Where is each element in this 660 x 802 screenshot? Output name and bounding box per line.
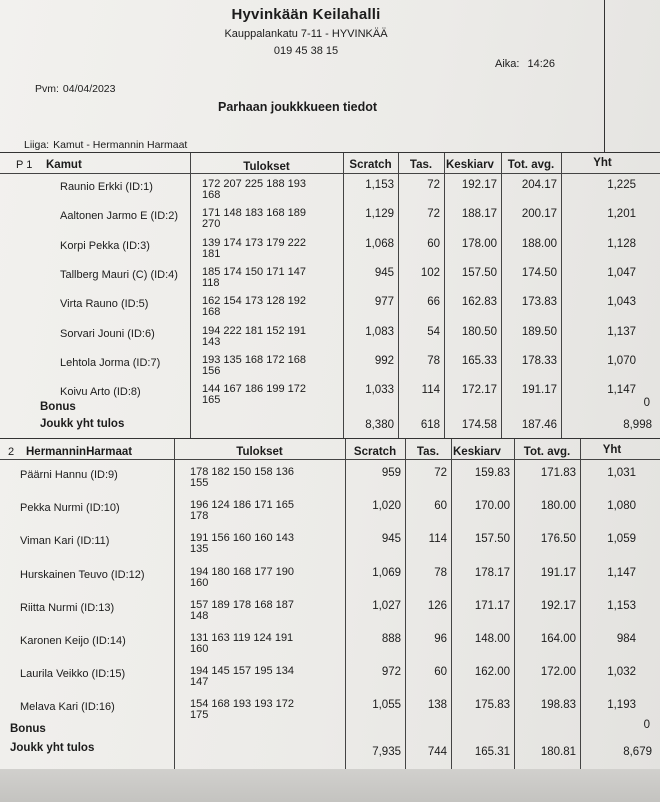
player-total-average: 171.83 <box>540 467 576 479</box>
header-divider <box>0 459 660 460</box>
player-scratch: 945 <box>374 266 394 279</box>
player-handicap: 78 <box>434 566 447 579</box>
extra-game-score: 168 <box>202 189 221 201</box>
player-name: Karonen Keijo (ID:14) <box>20 635 126 647</box>
player-total-average: 178.33 <box>521 354 557 367</box>
player-total-average: 191.17 <box>521 384 557 397</box>
player-total-average: 189.50 <box>521 325 557 338</box>
player-total-average: 172.00 <box>540 666 576 679</box>
player-scores <box>202 384 306 406</box>
col-header-yht: Yht <box>602 444 622 456</box>
time-value: 14:26 <box>527 58 555 70</box>
player-average: 178.17 <box>474 566 510 579</box>
header-divider <box>0 173 660 174</box>
player-total: 1,080 <box>607 500 636 513</box>
date-value: 04/04/2023 <box>62 83 116 95</box>
extra-game-score: 148 <box>190 609 209 622</box>
column-divider <box>174 439 175 770</box>
col-header-tas: Tas. <box>409 159 433 171</box>
game-scores: 144 167 186 199 172 <box>202 383 306 396</box>
player-total: 1,193 <box>607 699 636 712</box>
player-total: 1,031 <box>607 467 636 479</box>
team-name: HermanninHarmaat <box>26 446 133 458</box>
player-average: 192.17 <box>461 179 497 191</box>
player-average: 171.17 <box>474 599 510 612</box>
player-scratch: 1,033 <box>365 384 394 397</box>
player-total-average: 192.17 <box>540 599 576 612</box>
player-total-average: 164.00 <box>540 633 576 645</box>
player-scratch: 1,027 <box>372 599 401 612</box>
player-scratch: 977 <box>374 296 394 309</box>
player-total: 1,059 <box>607 533 636 546</box>
col-header-keskiarvo: Keskiarv <box>446 159 494 171</box>
report-title: Parhaan joukkkueen tiedot <box>218 100 378 114</box>
sheet-header <box>6 0 605 153</box>
bonus-value: 0 <box>643 397 650 409</box>
player-handicap: 72 <box>427 208 440 221</box>
game-scores: 185 174 150 171 147 <box>202 265 306 278</box>
league-label: Liiga: <box>24 139 50 151</box>
game-scores: 191 156 160 160 143 <box>190 532 294 545</box>
player-total: 1,070 <box>607 354 636 367</box>
player-scores <box>190 699 294 721</box>
player-total-average: 180.00 <box>540 500 576 513</box>
player-scratch: 972 <box>381 666 401 679</box>
player-handicap: 78 <box>427 354 440 367</box>
col-header-tas: Tas. <box>416 446 440 458</box>
player-name: Lehtola Jorma (ID:7) <box>60 356 161 369</box>
player-scores <box>190 533 294 555</box>
col-header-tot-avg: Tot. avg. <box>507 159 555 171</box>
column-divider <box>190 153 191 439</box>
player-handicap: 138 <box>427 699 447 712</box>
player-scores <box>190 600 294 622</box>
player-scratch: 1,069 <box>372 566 401 579</box>
game-scores: 157 189 178 168 187 <box>190 598 294 611</box>
extra-game-score: 165 <box>202 394 221 407</box>
player-name: Koivu Arto (ID:8) <box>60 386 141 399</box>
player-average: 162.83 <box>461 296 497 309</box>
player-scores <box>202 179 306 201</box>
player-scores <box>190 633 293 655</box>
extra-game-score: 175 <box>190 709 209 722</box>
player-name: Riitta Nurmi (ID:13) <box>20 601 115 614</box>
game-scores: 171 148 183 168 189 <box>202 207 306 220</box>
col-header-tulokset: Tulokset <box>236 446 283 458</box>
player-handicap: 60 <box>427 237 440 250</box>
bonus-label: Bonus <box>10 723 46 735</box>
player-name: Korpi Pekka (ID:3) <box>60 239 150 252</box>
player-scratch: 1,129 <box>365 208 394 221</box>
player-total: 1,147 <box>607 566 636 579</box>
col-header-scratch: Scratch <box>353 446 397 458</box>
player-average: 162.00 <box>474 666 510 679</box>
player-average: 180.50 <box>461 325 497 338</box>
game-scores: 131 163 119 124 191 <box>190 632 294 644</box>
team-total-yht: 8,679 <box>623 746 652 758</box>
player-handicap: 96 <box>434 633 447 645</box>
player-total-average: 198.83 <box>540 699 576 712</box>
player-average: 159.83 <box>474 467 510 479</box>
hall-address: Kauppalankatu 7-11 - HYVINKÄÄ <box>224 28 388 40</box>
player-scratch: 1,083 <box>365 325 394 338</box>
player-scores <box>202 238 306 260</box>
player-average: 178.00 <box>461 237 497 250</box>
player-total-average: 176.50 <box>540 533 576 546</box>
player-handicap: 114 <box>428 533 447 546</box>
game-scores: 172 207 225 188 193 <box>202 178 306 190</box>
game-scores: 154 168 193 193 172 <box>190 698 294 711</box>
player-total: 984 <box>616 633 636 645</box>
game-scores: 194 222 181 152 191 <box>202 324 306 337</box>
player-average: 148.00 <box>474 633 510 645</box>
team-total-label: Joukk yht tulos <box>10 742 95 754</box>
player-total-average: 191.17 <box>540 566 576 579</box>
player-name: Aaltonen Jarmo E (ID:2) <box>60 210 178 223</box>
team-total-handicap: 744 <box>427 746 447 758</box>
extra-game-score: 147 <box>190 676 209 689</box>
player-handicap: 102 <box>420 266 440 279</box>
player-name: Raunio Erkki (ID:1) <box>60 181 153 193</box>
team-total-label: Joukk yht tulos <box>40 418 125 430</box>
player-total: 1,047 <box>607 266 636 279</box>
player-name: Tallberg Mauri (C) (ID:4) <box>60 268 178 281</box>
team-lane: 2 <box>8 446 15 458</box>
player-total: 1,153 <box>607 599 636 612</box>
player-average: 175.83 <box>474 699 510 712</box>
player-scores <box>202 326 306 348</box>
col-header-tot-avg: Tot. avg. <box>523 446 571 458</box>
team-name: Kamut <box>46 159 82 171</box>
extra-game-score: 155 <box>190 477 209 489</box>
time-label: Aika: <box>495 58 520 70</box>
date-field <box>35 83 115 95</box>
player-average: 188.17 <box>461 208 497 221</box>
game-scores: 196 124 186 171 165 <box>190 499 294 512</box>
player-average: 170.00 <box>474 500 510 513</box>
extra-game-score: 156 <box>202 364 221 377</box>
team-total-tot-avg: 187.46 <box>521 419 557 431</box>
extra-game-score: 118 <box>202 276 220 289</box>
extra-game-score: 160 <box>190 576 209 589</box>
extra-game-score: 270 <box>202 218 221 231</box>
team-total-scratch: 8,380 <box>365 419 394 431</box>
bonus-label: Bonus <box>40 401 76 413</box>
player-scores <box>202 267 306 289</box>
player-handicap: 126 <box>427 599 447 612</box>
player-scratch: 1,068 <box>365 237 394 250</box>
player-total: 1,147 <box>607 384 636 397</box>
extra-game-score: 143 <box>202 335 221 348</box>
hall-name: Hyvinkään Keilahalli <box>231 6 381 23</box>
player-total-average: 174.50 <box>521 266 557 279</box>
team-total-yht: 8,998 <box>623 419 652 431</box>
extra-game-score: 178 <box>190 510 209 523</box>
extra-game-score: 135 <box>190 543 209 556</box>
time-field <box>495 58 555 70</box>
player-total-average: 200.17 <box>521 208 557 221</box>
player-scores <box>202 355 306 377</box>
player-scores <box>202 296 306 318</box>
player-scratch: 1,020 <box>372 500 401 513</box>
player-scratch: 959 <box>381 467 401 479</box>
player-name: Sorvari Jouni (ID:6) <box>60 327 155 340</box>
player-total: 1,201 <box>607 208 636 221</box>
team-block <box>0 152 660 439</box>
team-total-average: 165.31 <box>474 746 510 758</box>
game-scores: 178 182 150 158 136 <box>190 466 294 478</box>
team-total-tot-avg: 180.81 <box>540 746 576 758</box>
game-scores: 162 154 173 128 192 <box>202 295 306 308</box>
player-name: Päärni Hannu (ID:9) <box>20 469 118 481</box>
player-scratch: 888 <box>381 633 401 645</box>
player-handicap: 54 <box>427 325 440 338</box>
player-scores <box>190 666 294 688</box>
player-average: 157.50 <box>461 266 497 279</box>
team-block <box>0 438 660 770</box>
player-average: 157.50 <box>474 533 510 546</box>
game-scores: 139 174 173 179 222 <box>202 236 306 249</box>
player-total: 1,225 <box>607 179 636 191</box>
game-scores: 193 135 168 172 168 <box>202 353 306 366</box>
player-scratch: 992 <box>374 354 394 367</box>
hall-phone: 019 45 38 15 <box>273 45 339 57</box>
date-label: Pvm: <box>35 83 59 95</box>
player-handicap: 66 <box>427 296 440 309</box>
team-lane: P 1 <box>16 159 33 171</box>
player-scores <box>190 567 294 589</box>
player-total: 1,043 <box>607 296 636 309</box>
player-name: Laurila Veikko (ID:15) <box>20 668 126 681</box>
player-handicap: 60 <box>434 500 447 513</box>
player-scratch: 945 <box>381 533 401 546</box>
player-average: 172.17 <box>461 384 497 397</box>
player-name: Hurskainen Teuvo (ID:12) <box>20 568 145 581</box>
player-average: 165.33 <box>461 354 497 367</box>
player-handicap: 60 <box>434 666 447 679</box>
player-scratch: 1,153 <box>365 179 394 191</box>
player-total: 1,137 <box>607 325 636 338</box>
extra-game-score: 181 <box>202 247 221 260</box>
team-total-average: 174.58 <box>461 419 497 431</box>
player-name: Melava Kari (ID:16) <box>20 701 115 714</box>
bonus-value: 0 <box>643 719 650 731</box>
player-handicap: 72 <box>434 467 447 479</box>
player-total: 1,128 <box>607 237 636 250</box>
player-total-average: 173.83 <box>521 296 557 309</box>
game-scores: 194 180 168 177 190 <box>190 565 294 578</box>
player-name: Virta Rauno (ID:5) <box>60 298 149 311</box>
player-scratch: 1,055 <box>372 699 401 712</box>
player-scores <box>202 208 306 230</box>
player-handicap: 72 <box>427 179 440 191</box>
player-name: Viman Kari (ID:11) <box>20 535 110 548</box>
extra-game-score: 168 <box>202 306 221 319</box>
col-header-scratch: Scratch <box>349 159 392 171</box>
league-value: Kamut - Hermannin Harmaat <box>53 139 188 151</box>
player-total-average: 204.17 <box>521 179 557 191</box>
col-header-keskiarvo: Keskiarv <box>453 446 501 458</box>
team-total-scratch: 7,935 <box>372 746 401 758</box>
player-handicap: 114 <box>421 384 440 397</box>
game-scores: 194 145 157 195 134 <box>190 665 294 678</box>
col-header-tulokset: Tulokset <box>243 161 290 173</box>
player-scores <box>190 500 294 522</box>
player-name: Pekka Nurmi (ID:10) <box>20 502 120 515</box>
team-total-handicap: 618 <box>420 419 440 431</box>
extra-game-score: 160 <box>190 643 209 655</box>
league-field <box>24 139 187 151</box>
table-edge <box>0 769 660 802</box>
player-scores <box>190 467 294 489</box>
col-header-yht: Yht <box>593 157 612 169</box>
player-total-average: 188.00 <box>521 237 557 250</box>
player-total: 1,032 <box>607 666 636 679</box>
